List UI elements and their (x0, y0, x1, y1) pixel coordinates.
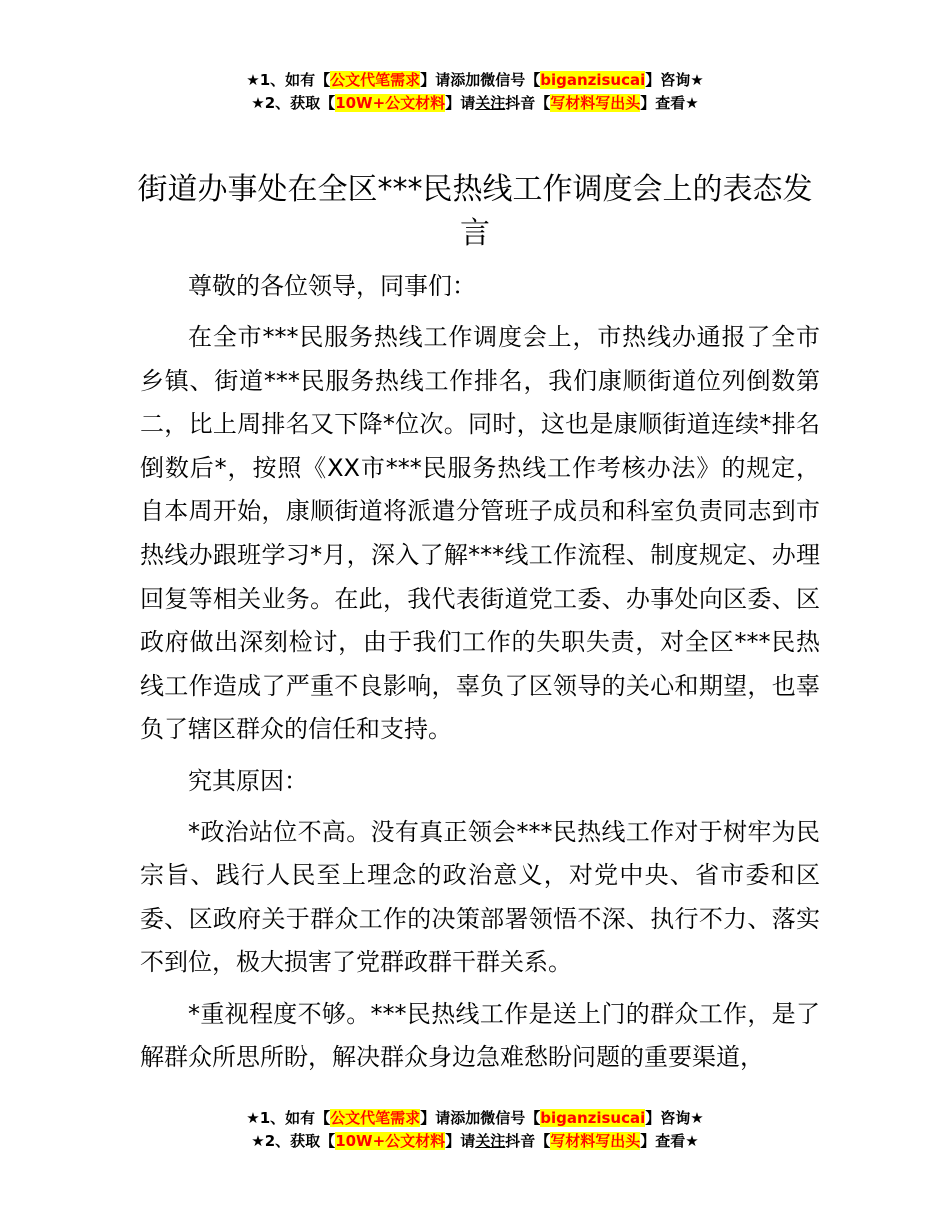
salutation-paragraph: 尊敬的各位领导，同事们： (188, 272, 476, 300)
banner-text: 抖音【 (505, 94, 551, 112)
banner-text: 抖音【 (505, 1132, 551, 1150)
footer-banner (0, 1107, 950, 1153)
banner-text: ★1、如有【 (246, 71, 331, 89)
body-paragraph: *重视程度不够。***民热线工作是送上门的群众工作，是了解群众所思所盼，解决群众身边急难愁盼问题的重要渠道， (140, 999, 820, 1072)
banner-underlined: 关注 (475, 94, 506, 112)
banner-line-1 (0, 1107, 950, 1130)
body-paragraph: 在全市***民服务热线工作调度会上，市热线办通报了全市乡镇、街道***民服务热线工作排名，我们康顺街道位列倒数第二，比上周排名又下降*位次。同时，这也是康顺街道连续*排名倒数后*，按照《XX市***民服务热线工作考核办法》的规定，自本周开始，康顺街道将派遣分管班子成员和科室负责同志到市热线办跟班学习*月，深入了解***线工作流程、制度规定、办理回复等相关业务。在此，我代表街道党工委、办事处向区委、区政府做出深刻检讨，由于我们工作的失职失责，对全区***民热线工作造成了严重不良影响，辜负了区领导的关心和期望，也辜负了辖区群众的信任和支持。 (140, 323, 820, 744)
banner-text: 】查看★ (640, 94, 699, 112)
document-body (140, 265, 820, 1087)
header-banner (0, 69, 950, 115)
banner-text: 】请添加微信号【 (420, 71, 541, 89)
body-paragraph: 究其原因： (188, 766, 308, 795)
banner-text: 】请 (445, 1132, 476, 1150)
banner-highlight: 写材料写出头 (550, 1132, 641, 1150)
banner-highlight: 公文代笔需求 (330, 71, 421, 89)
banner-highlight-wechat-id: biganzisucai (540, 71, 646, 89)
banner-highlight: 10W+公文材料 (335, 94, 446, 112)
banner-line-2 (0, 92, 950, 115)
banner-text: ★2、获取【 (251, 94, 336, 112)
document-title: 街道办事处在全区***民热线工作调度会上的表态发言 (137, 172, 813, 251)
banner-text: ★1、如有【 (246, 1109, 331, 1127)
banner-text: 】咨询★ (645, 1109, 704, 1127)
banner-text: ★2、获取【 (251, 1132, 336, 1150)
banner-underlined: 关注 (475, 1132, 506, 1150)
banner-text: 】查看★ (640, 1132, 699, 1150)
banner-highlight: 10W+公文材料 (335, 1132, 446, 1150)
banner-line-1 (0, 69, 950, 92)
banner-text: 】请添加微信号【 (420, 1109, 541, 1127)
banner-text: 】请 (445, 94, 476, 112)
banner-highlight: 写材料写出头 (550, 94, 641, 112)
banner-highlight-wechat-id: biganzisucai (540, 1109, 646, 1127)
body-paragraph: *政治站位不高。没有真正领会***民热线工作对于树牢为民宗旨、践行人民至上理念的政治意义，对党中央、省市委和区委、区政府关于群众工作的决策部署领悟不深、执行不力、落实不到位，极大损害了党群政群干群关系。 (140, 817, 820, 977)
banner-text: 】咨询★ (645, 71, 704, 89)
banner-line-2 (0, 1130, 950, 1153)
banner-highlight: 公文代笔需求 (330, 1109, 421, 1127)
